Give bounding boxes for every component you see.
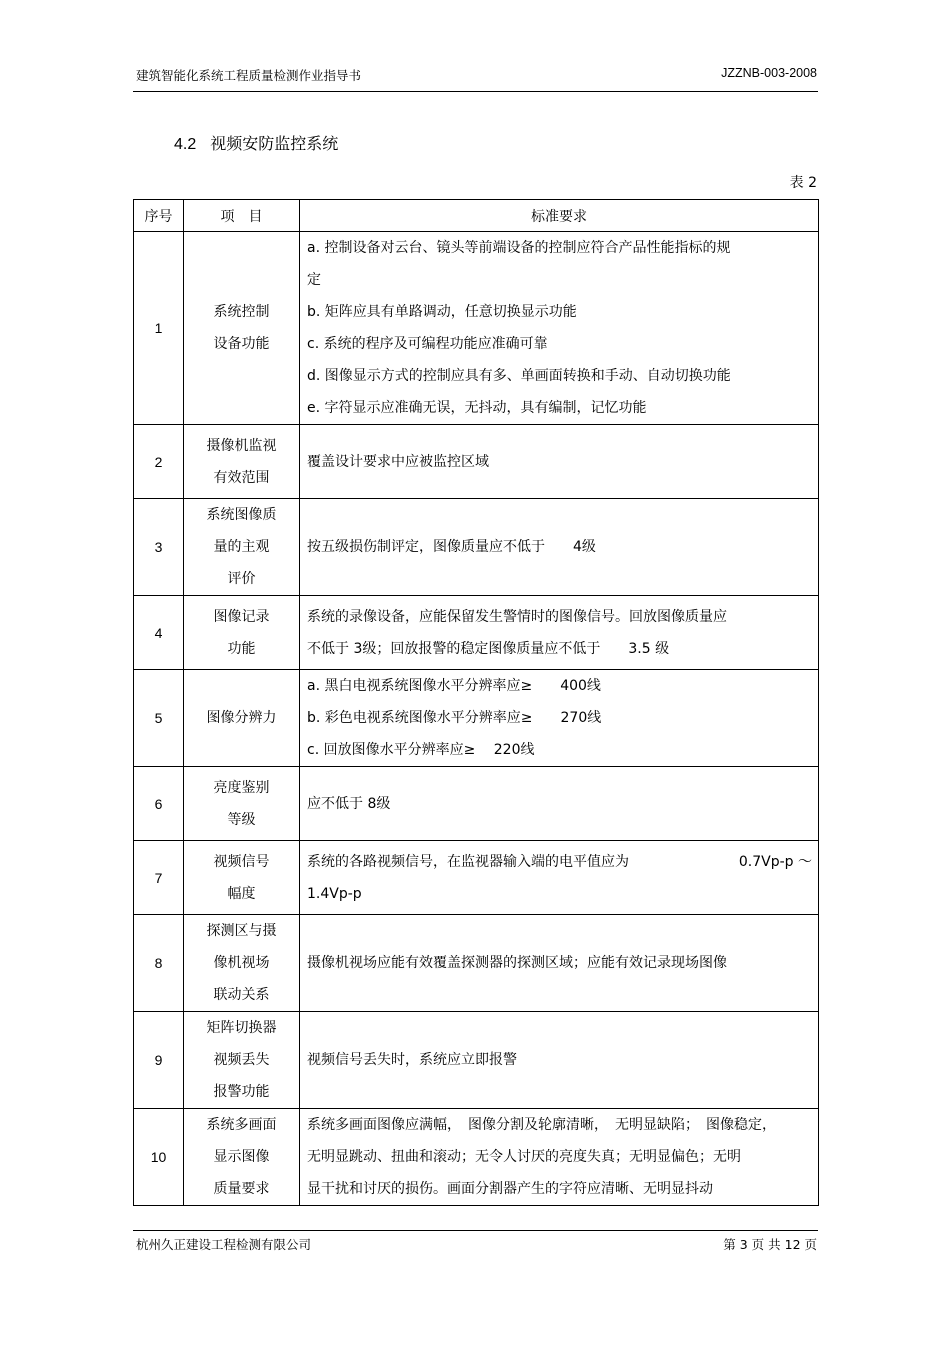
item-line: 系统图像质	[206, 507, 277, 523]
table-row	[134, 915, 819, 1012]
item-line: 质量要求	[213, 1181, 270, 1197]
table-row	[134, 670, 819, 767]
table-row	[134, 767, 819, 841]
item-line: 设备功能	[213, 336, 270, 352]
item-line: 系统控制	[213, 304, 270, 320]
row-standard	[300, 1012, 819, 1109]
table-row	[134, 232, 819, 425]
standard-line: 覆盖设计要求中应被监控区域	[307, 453, 489, 470]
row-seq: 3	[134, 499, 184, 596]
standard-line: a. 控制设备对云台、镜头等前端设备的控制应符合产品性能指标的规	[307, 240, 731, 256]
row-seq: 9	[134, 1012, 184, 1109]
item-line: 显示图像	[213, 1149, 270, 1165]
standard-line	[307, 846, 812, 878]
standard-line: a. 黑白电视系统图像水平分辨率应≥ 400线	[307, 678, 601, 694]
row-standard	[300, 841, 819, 915]
table-row	[134, 841, 819, 915]
standard-line: 1.4Vp-p	[307, 885, 362, 902]
row-item	[184, 767, 300, 841]
standard-line: 摄像机视场应能有效覆盖探测器的探测区域；应能有效记录现场图像	[307, 955, 727, 971]
row-seq: 10	[134, 1109, 184, 1206]
footer-company: 杭州久正建设工程检测有限公司	[136, 1237, 312, 1252]
footer-page-number: 第 3 页 共 12 页	[723, 1237, 817, 1252]
standard-line: 视频信号丢失时，系统应立即报警	[307, 1052, 517, 1068]
standard-line: c. 回放图像水平分辨率应≥ 220线	[307, 742, 535, 758]
header-item: 项 目	[184, 200, 300, 232]
table-row	[134, 1109, 819, 1206]
table-row	[134, 499, 819, 596]
row-seq: 4	[134, 596, 184, 670]
item-line: 系统多画面	[206, 1117, 277, 1133]
row-seq: 6	[134, 767, 184, 841]
row-item	[184, 499, 300, 596]
item-line: 矩阵切换器	[206, 1020, 277, 1036]
standard-line: e. 字符显示应准确无误，无抖动，具有编制，记忆功能	[307, 400, 647, 416]
item-line: 报警功能	[213, 1084, 270, 1100]
item-line: 图像记录	[213, 608, 270, 625]
item-line: 视频丢失	[213, 1052, 270, 1068]
standard-text: 系统的各路视频信号，在监视器输入端的电平值应为	[307, 853, 629, 870]
row-item	[184, 841, 300, 915]
item-line: 图像分辨力	[206, 710, 277, 726]
row-standard	[300, 499, 819, 596]
header-title: 建筑智能化系统工程质量检测作业指导书	[136, 68, 362, 83]
row-seq: 2	[134, 425, 184, 499]
standard-line: 无明显跳动、扭曲和滚动；无令人讨厌的亮度失真；无明显偏色；无明	[307, 1149, 741, 1165]
table-header-row	[134, 200, 819, 232]
row-seq: 8	[134, 915, 184, 1012]
section-title: 视频安防监控系统	[210, 134, 339, 153]
standard-line: 系统的录像设备，应能保留发生警情时的图像信号。回放图像质量应	[307, 608, 727, 625]
item-line: 评价	[227, 571, 256, 587]
row-seq: 5	[134, 670, 184, 767]
row-item	[184, 1012, 300, 1109]
item-line: 功能	[227, 640, 256, 657]
row-standard	[300, 915, 819, 1012]
row-item	[184, 915, 300, 1012]
standard-line: 按五级损伤制评定，图像质量应不低于 4级	[307, 539, 596, 555]
table-label: 表 2	[789, 175, 817, 191]
row-seq: 7	[134, 841, 184, 915]
table-row	[134, 596, 819, 670]
footer-divider	[133, 1230, 818, 1231]
row-item	[184, 1109, 300, 1206]
standard-line: c. 系统的程序及可编程功能应准确可靠	[307, 336, 548, 352]
row-seq: 1	[134, 232, 184, 425]
header-standard: 标准要求	[300, 200, 819, 232]
document-code: JZZNB-003-2008	[721, 66, 817, 80]
item-line: 摄像机监视	[206, 437, 277, 454]
row-standard	[300, 425, 819, 499]
item-line: 联动关系	[213, 987, 270, 1003]
row-item	[184, 670, 300, 767]
standard-line: b. 矩阵应具有单路调动，任意切换显示功能	[307, 304, 577, 320]
standard-line: b. 彩色电视系统图像水平分辨率应≥ 270线	[307, 710, 602, 726]
standards-table	[133, 199, 819, 1206]
row-item	[184, 232, 300, 425]
section-heading	[174, 131, 338, 154]
row-item	[184, 425, 300, 499]
row-standard	[300, 232, 819, 425]
standard-line: 不低于 3级；回放报警的稳定图像质量应不低于 3.5 级	[307, 640, 670, 657]
item-line: 视频信号	[213, 853, 270, 870]
row-standard	[300, 596, 819, 670]
item-line: 幅度	[227, 885, 256, 902]
table-row	[134, 1012, 819, 1109]
standard-value: 0.7Vp-p ～	[738, 853, 812, 870]
item-line: 像机视场	[213, 955, 270, 971]
standard-line: 定	[307, 272, 321, 288]
item-line: 量的主观	[213, 539, 270, 555]
row-standard	[300, 1109, 819, 1206]
standard-line: 显干扰和讨厌的损伤。画面分割器产生的字符应清晰、无明显抖动	[307, 1181, 713, 1197]
standard-line: 系统多画面图像应满幅， 图像分割及轮廓清晰， 无明显缺陷； 图像稳定，	[307, 1117, 776, 1133]
row-standard	[300, 767, 819, 841]
row-item	[184, 596, 300, 670]
item-line: 亮度鉴别	[213, 779, 270, 796]
item-line: 探测区与摄	[206, 923, 277, 939]
header-divider	[133, 91, 818, 92]
table-row	[134, 425, 819, 499]
item-line: 有效范围	[213, 469, 270, 486]
row-standard	[300, 670, 819, 767]
item-line: 等级	[227, 811, 256, 828]
section-number: 4.2	[174, 136, 197, 153]
standard-line: d. 图像显示方式的控制应具有多、单画面转换和手动、自动切换功能	[307, 368, 731, 384]
header-seq: 序号	[134, 200, 184, 232]
standard-line: 应不低于 8级	[307, 795, 391, 812]
